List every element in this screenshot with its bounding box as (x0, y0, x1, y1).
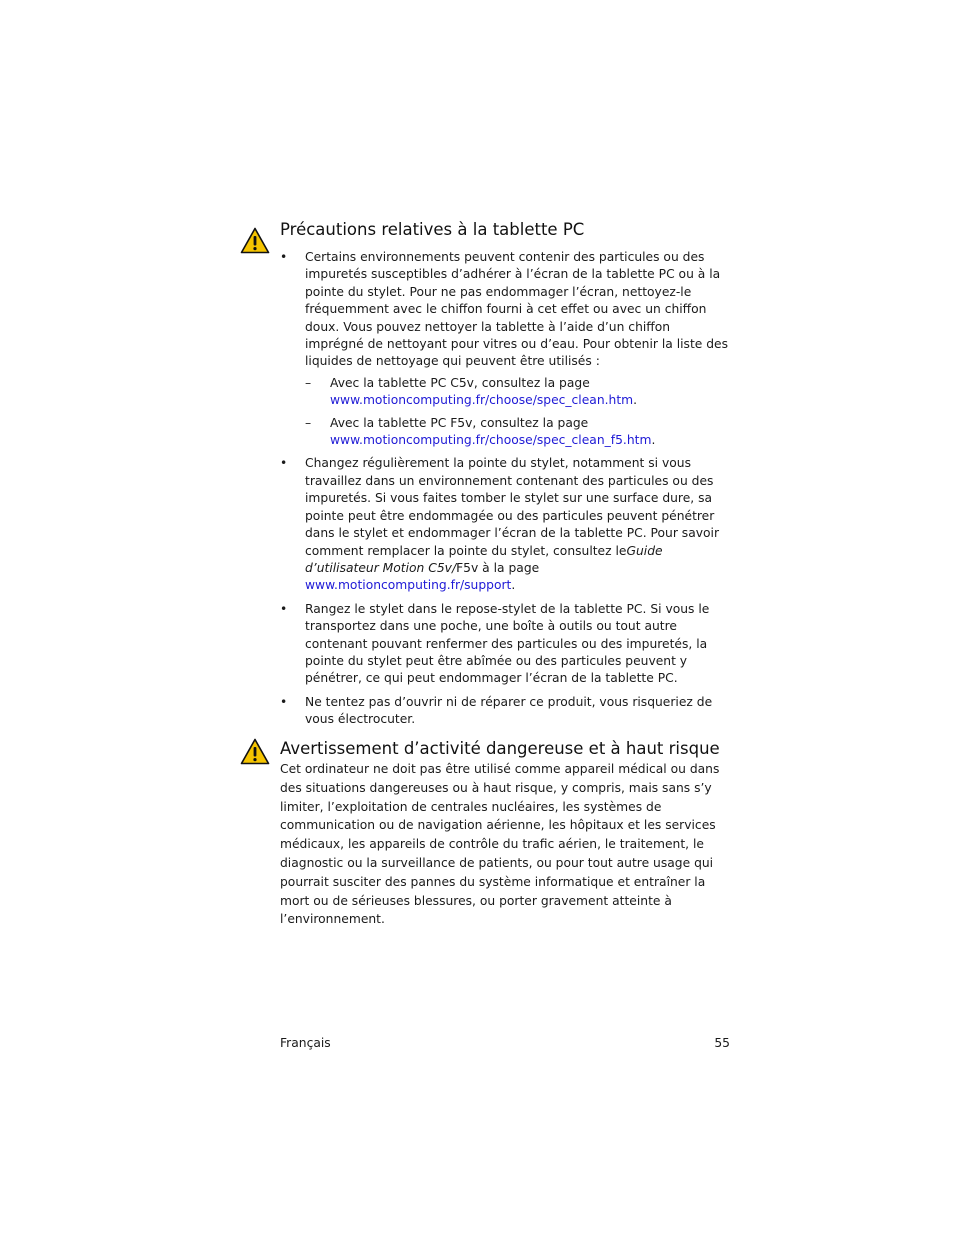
sub-list-item (305, 415, 730, 450)
bullet-text: Rangez le stylet dans le repose-stylet de la tablette PC. Si vous le transportez dans une poche, une boîte à outils ou tout autre contenant pouvant renfermer des particules ou des impuretés, la pointe du stylet peut être abîmée ou des particules peuvent y pénétrer, ce qui peut endommager l’écran de la tablette PC. (305, 601, 710, 686)
footer-language: Français (280, 1036, 331, 1050)
section-precautions (240, 220, 740, 727)
sub-list (305, 375, 730, 450)
bullet-text-2: F5v à la page (456, 560, 540, 575)
section-high-risk-warning (240, 739, 740, 927)
bullet-text: Changez régulièrement la pointe du stylet, notamment si vous travaillez dans un environnement contenant des particules ou des impuretés. Si vous faites tomber le stylet sur une surface dure, sa pointe peut être endommagée ou des particules peuvent pénétrer dans le stylet et endommager l’écran de la tablette PC. Pour savoir comment remplacer la pointe du stylet, consultez le (305, 456, 720, 558)
spec-clean-link[interactable]: www.motioncomputing.fr/choose/spec_clean.htm (330, 393, 634, 408)
warning-icon (240, 738, 270, 765)
sub-list-item (305, 375, 730, 410)
sub-item-text: Avec la tablette PC C5v, consultez la page (330, 375, 590, 390)
section-title: Précautions relatives à la tablette PC (280, 220, 585, 239)
warning-paragraph: Cet ordinateur ne doit pas être utilisé comme appareil médical ou dans des situations dangereuses ou à haut risque, y compris, mais sans s’y limiter, l’exploitation de centrales nucléaires, les systèmes de communication ou de navigation aérienne, les hôpitaux et les services médicaux, les appareils de contrôle du trafic aérien, le traitement, le diagnostic ou la surveillance de patients, ou pour tout autre usage qui pourrait susciter des pannes du système informatique et entraîner la mort ou de sérieuses blessures, ou porter gravement atteinte à l’environnement. (280, 762, 720, 927)
list-item (280, 601, 730, 688)
spec-clean-f5-link[interactable]: www.motioncomputing.fr/choose/spec_clean_f5.htm (330, 433, 652, 448)
sub-item-after: . (633, 393, 638, 408)
bullet-text: Ne tentez pas d’ouvrir ni de réparer ce produit, vous risqueriez de vous électrocuter. (305, 694, 713, 727)
list-item (280, 694, 730, 729)
guide-title: Guide d’utilisateur Motion C5v/ (305, 543, 663, 575)
bullet-after: . (511, 578, 516, 593)
sub-item-after: . (651, 433, 656, 448)
section-title: Avertissement d’activité dangereuse et à haut risque (280, 739, 720, 758)
list-item (280, 249, 730, 449)
sub-item-text: Avec la tablette PC F5v, consultez la page (330, 415, 589, 430)
bullet-text: Certains environnements peuvent contenir des particules ou des impuretés susceptibles d’adhérer à l’écran de la tablette PC ou à la pointe du stylet. Pour ne pas endommager l’écran, nettoyez-le fréquemment avec le chiffon fourni à cet effet ou avec un chiffon doux. Vous pouvez nettoyer la tablette à l’aide d’un chiffon imprégné de nettoyant pour vitres ou d’eau. Pour obtenir la liste des liquides de nettoyage qui peuvent être utilisés : (305, 250, 729, 369)
support-link[interactable]: www.motioncomputing.fr/support (305, 578, 512, 593)
list-item (280, 455, 730, 594)
precautions-list (280, 249, 730, 729)
page-number: 55 (714, 1036, 730, 1050)
warning-icon (240, 227, 270, 254)
